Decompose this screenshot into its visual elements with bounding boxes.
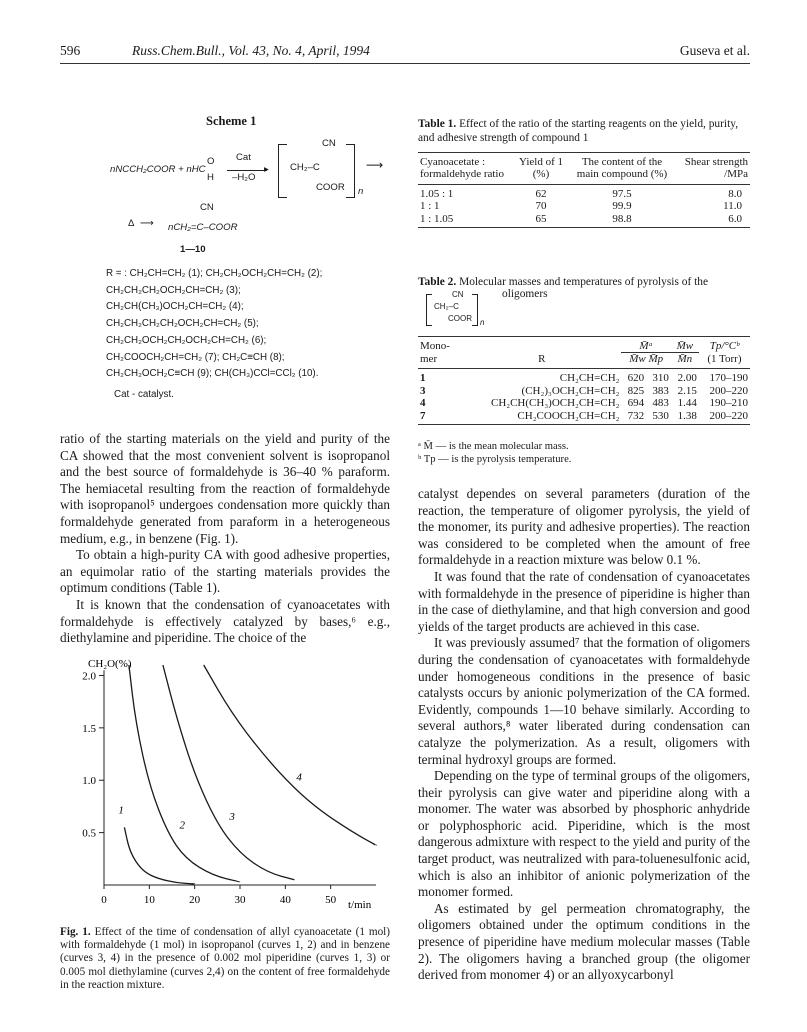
aldehyde-h: H xyxy=(207,172,214,183)
curve-3 xyxy=(163,665,295,880)
r-group-line: CH₂CH₂OCH₂CH₂OCH₂CH=CH₂ (6); xyxy=(106,334,267,346)
table-cell: 4 xyxy=(420,397,426,410)
table-cell: 6.0 xyxy=(728,212,742,225)
table-cell: 1 : 1 xyxy=(420,200,440,213)
table-cell: 170–190 xyxy=(709,372,748,385)
table-cell: 1.05 : 1 xyxy=(420,187,454,200)
curves xyxy=(118,665,376,884)
r-group-line: CH₂CH₂CH₂OCH₂CH=CH₂ (3); xyxy=(106,284,241,296)
table2-header: mer xyxy=(420,352,438,365)
r-group-list xyxy=(106,266,396,404)
table1-caption xyxy=(418,118,750,145)
compound-range: 1—10 xyxy=(180,244,206,255)
x-tick-label: 30 xyxy=(234,894,246,906)
header-rule xyxy=(60,63,750,64)
table-cell: 190–210 xyxy=(709,397,748,410)
table1-header: The content of the main compound (%) xyxy=(576,156,668,181)
table2-label: Table 2. xyxy=(418,276,457,288)
polymer-bracket-left xyxy=(278,144,287,198)
struct-n: n xyxy=(480,318,485,327)
struct-chain: CH₂–C xyxy=(434,302,459,311)
table-cell: 620 xyxy=(627,372,645,385)
paragraph: To obtain a high-purity CA with good adhesive properties, an equimolar ratio of the starting materials provides the optimum conditions (Table 1). xyxy=(60,547,390,596)
curve-label: 1 xyxy=(118,804,124,817)
monomer-formula: nCH₂=C–COOR xyxy=(168,222,238,233)
y-tick-label: 1.0 xyxy=(82,775,96,788)
table-cell: 3 xyxy=(420,384,426,397)
table-cell: 1 xyxy=(420,372,426,385)
footnote: ᵃ M̄ — is the mean molecular mass. xyxy=(418,441,569,452)
aldehyde-o: O xyxy=(207,156,215,167)
delta-symbol: Δ xyxy=(128,218,135,229)
table2-header: M̄n xyxy=(671,353,699,369)
table2-caption-end: oligomers xyxy=(502,288,548,300)
table-cell: CH₂CH=CH₂ xyxy=(559,372,620,385)
table1-caption-text: Effect of the ratio of the starting reagents on the yield, purity, and adhesive strength of compound 1 xyxy=(418,118,739,144)
figure-1-chart xyxy=(60,655,400,917)
table2-caption-text: Molecular masses and temperatures of pyrolysis of the xyxy=(459,276,709,288)
polymer-coor: COOR xyxy=(316,182,345,193)
table-row xyxy=(418,200,750,212)
paragraph: It is known that the condensation of cyanoacetates with formaldehyde is effectively catalyzed by bases,⁶ e.g., diethylamine and piperidine. The choice of the xyxy=(60,596,390,646)
paragraph: ratio of the starting materials on the yield and purity of the CA showed that the most convenient solvent is isopropanol and the best source of formaldehyde is 36–40 % paraform. The hemiacetal resulting from the reaction of formaldehyde with isopropanol⁵ undergoes condensation more quickly than formaldehyde generated from paraform in a heterogeneous medium, e.g., in benzene (Fig. 1). xyxy=(60,431,390,546)
table2-header: Tp/°Cᵇ xyxy=(709,340,740,352)
page-number: 596 xyxy=(60,43,81,58)
table1-header-row xyxy=(418,153,750,185)
curve-label: 2 xyxy=(179,819,185,832)
table2 xyxy=(418,336,750,425)
left-column-text xyxy=(60,431,390,647)
x-tick-label: 10 xyxy=(143,894,155,906)
table2-header-row xyxy=(418,337,750,353)
table2-header: M̄w xyxy=(676,340,694,352)
r-group-line: R = : CH₂CH=CH₂ (1); CH₂CH₂OCH₂CH=CH₂ (2); xyxy=(106,268,323,279)
right-column-text xyxy=(418,486,750,984)
scheme-reactants: nNCCH₂COOR + nHC xyxy=(110,164,206,175)
x-axis-label: t/min xyxy=(348,899,372,911)
table-cell: 530 xyxy=(652,409,669,422)
figure-caption-text: Effect of the time of condensation of allyl cyanoacetate (1 mol) with formaldehyde (1 mol) in isopropanol (curves 1, 2) and in benzene (curves 3, 4) in the presence of 0.002 mol piperidine (curves 1, 3) or 0.005 mol diethylamine (curves 2,4) on the content of free formaldehyde in the reaction mixture. xyxy=(60,926,391,991)
paragraph: catalyst dependes on several parameters (duration of the reaction, the temperature of oligomer pyrolysis, the yield of the monomer, its purity and adhesive properties). The reaction was considered to be completed when the amount of free formaldehyde in a reaction mixture was below 0.1 %. xyxy=(418,486,750,568)
scheme-reaction: nNCCH₂COOR + nHC O H Cat ▸ –H₂O CN CH₂–C COOR n ⟶ CN Δ ⟶ nCH₂=C–COOR 1—10 xyxy=(110,138,384,255)
x-axis xyxy=(101,885,376,906)
table1-header: Yield of 1 (%) xyxy=(519,156,563,181)
table-cell: 825 xyxy=(627,384,645,397)
table1 xyxy=(418,152,750,228)
table2-header: R xyxy=(538,352,546,365)
curve-label: 4 xyxy=(296,771,302,784)
table2-header: M̄ᵃ xyxy=(639,340,653,352)
table-row xyxy=(418,213,750,228)
table2-header: M̄w M̄p xyxy=(621,353,670,369)
table2-footnotes xyxy=(418,440,750,466)
x-tick-label: 40 xyxy=(279,894,291,906)
monomer-cn: CN xyxy=(200,202,214,213)
table-cell: 2.15 xyxy=(677,384,697,397)
r-group-line: CH₂CH₂OCH₂C≡CH (9); CH(CH₃)CCl=CCl₂ (10). xyxy=(106,368,319,380)
y-tick-label: 2.0 xyxy=(82,670,96,683)
table2-header: Mono- xyxy=(420,340,450,352)
curve-label: 3 xyxy=(229,811,235,824)
table-row xyxy=(418,410,750,425)
polymer-bracket-right xyxy=(346,144,355,198)
table-cell: 98.8 xyxy=(612,212,632,225)
table1-header: Shear strength /MPa xyxy=(684,156,748,181)
r-group-line: CH₂CH₂CH₂CH₂OCH₂CH=CH₂ (5); xyxy=(106,318,259,330)
table-cell: 99.9 xyxy=(612,200,632,213)
paragraph: As estimated by gel permeation chromatography, the oligomers obtained under the optimum conditions in the presence of piperidine have medium molecular masses (Table 2). The oligomers having a branched group (the oligomer derived from monomer 4) or an allyoxycarbonyl xyxy=(418,900,750,983)
table1-label: Table 1. xyxy=(418,118,457,130)
table-row xyxy=(418,385,750,397)
table2-structure xyxy=(420,290,600,330)
x-tick-label: 20 xyxy=(189,894,201,906)
scheme-title: Scheme 1 xyxy=(206,114,257,128)
y-axis-label: CH₂O(%) xyxy=(88,658,132,670)
table-cell: 11.0 xyxy=(723,200,742,213)
table-cell: 70 xyxy=(535,200,547,213)
table-cell: 1.44 xyxy=(677,397,697,410)
table-cell: 383 xyxy=(652,384,669,397)
table2-header-row xyxy=(418,353,750,369)
polymer-chain: CH₂–C xyxy=(290,162,320,173)
table1-header: Cyanoacetate : formaldehyde ratio xyxy=(420,156,504,181)
table-cell: 2.00 xyxy=(677,372,697,385)
table-cell: 8.0 xyxy=(728,187,742,200)
x-tick-label: 0 xyxy=(101,894,107,906)
x-tick-label: 50 xyxy=(325,894,337,906)
table-cell: 200–220 xyxy=(709,384,748,397)
table-cell: 62 xyxy=(535,187,547,200)
struct-coor: COOR xyxy=(448,314,472,323)
footnote: ᵇ Tp — is the pyrolysis temperature. xyxy=(418,454,572,466)
struct-cn: CN xyxy=(452,290,464,299)
table-row xyxy=(418,397,750,409)
y-tick-label: 0.5 xyxy=(82,827,96,840)
table2-caption xyxy=(418,276,750,290)
table2-header: (1 Torr) xyxy=(707,352,742,365)
polymer-n: n xyxy=(358,186,364,197)
table-cell: (CH₂)₃OCH₂CH=CH₂ xyxy=(521,384,620,397)
y-axis xyxy=(82,670,104,885)
pyrolysis-arrow: ⟶ xyxy=(366,158,384,172)
journal-reference: Russ.Chem.Bull., Vol. 43, No. 4, April, 1994 xyxy=(132,43,370,58)
reaction-arrow xyxy=(227,170,267,171)
table-cell: 694 xyxy=(627,397,645,410)
running-authors: Guseva et al. xyxy=(679,43,750,58)
table-cell: CH₂COOCH₂CH=CH₂ xyxy=(517,409,620,422)
r-group-line: CH₂COOCH₂CH=CH₂ (7); CH₂C≡CH (8); xyxy=(106,351,285,363)
table-cell: 483 xyxy=(652,397,669,410)
table-cell: 732 xyxy=(627,409,645,422)
paragraph: It was previously assumed⁷ that the formation of oligomers during the condensation of cyanoacetates with formaldehyde under homogeneous conditions in the presence of basic catalysts occurs by anionic polymerization of the CA formed. Evidently, compounds 1—10 behave similarly. According to several authors,⁸ water liberated during condensation can catalyze the polymerization. As a result, oligomers with terminal hydroxyl groups are formed. xyxy=(418,635,750,767)
table-cell: 65 xyxy=(535,212,547,225)
catalyst-note: Cat - catalyst. xyxy=(114,388,174,400)
arrow-catalyst: Cat xyxy=(236,152,251,163)
table-cell: 1.38 xyxy=(677,409,697,422)
figure-caption xyxy=(60,926,390,992)
table-cell: 1 : 1.05 xyxy=(420,212,454,225)
table-cell: 97.5 xyxy=(612,187,632,200)
table-row xyxy=(418,184,750,200)
arrow-water: –H₂O xyxy=(232,172,256,183)
figure-caption-label: Fig. 1. xyxy=(60,926,91,938)
table-cell: CH₂CH(CH₃)OCH₂CH=CH₂ xyxy=(490,397,620,410)
table-cell: 200–220 xyxy=(709,409,748,422)
table-cell: 310 xyxy=(652,372,669,385)
table-row xyxy=(418,369,750,385)
r-group-line: CH₂CH(CH₃)OCH₂CH=CH₂ (4); xyxy=(106,301,244,313)
polymer-cn: CN xyxy=(322,138,336,149)
paragraph: Depending on the type of terminal groups of the oligomers, their pyrolysis can give water and piperidine along with a monomer. The water was absorbed by phosphoric anhydride or polyphosphoric acid. Piperidine, which is the most dangerous admixture with respect to the yield and purity of the target product, was neutralized with para-toluenesulfonic acid, which is also an inhibitor of anionic polymerization of the monomer formed. xyxy=(418,768,750,900)
y-tick-label: 1.5 xyxy=(82,722,96,735)
table-cell: 7 xyxy=(420,409,426,422)
paragraph: It was found that the rate of condensation of cyanoacetates with formaldehyde in the presence of piperidine is higher than in the case of diethylamine, and that high conversion and good yields of the target products are achieved in this case. xyxy=(418,568,750,634)
